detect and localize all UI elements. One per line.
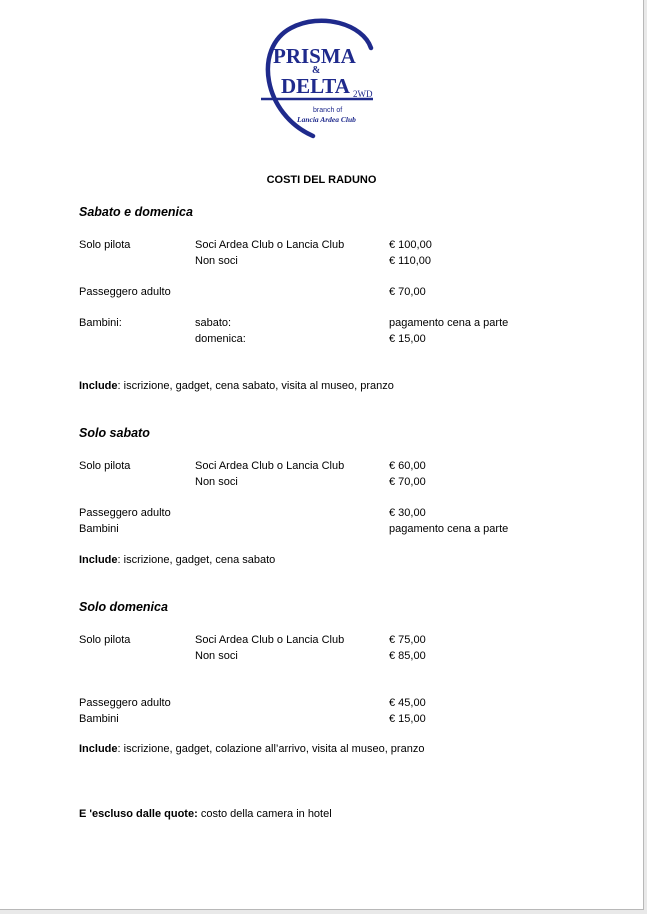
price-passeggero: € 70,00 xyxy=(389,286,426,298)
price-bambini: pagamento cena a parte xyxy=(389,523,509,535)
label-bambini: Bambini xyxy=(79,523,119,535)
label-domenica: domenica: xyxy=(195,333,246,345)
label-passeggero: Passeggero adulto xyxy=(79,286,171,298)
label-sabato: sabato: xyxy=(195,317,232,329)
include-line xyxy=(79,554,275,566)
include-text: : iscrizione, gadget, colazione all’arrivo, visita al museo, pranzo xyxy=(117,743,425,755)
include-label: Include xyxy=(79,380,118,392)
logo-amp: & xyxy=(312,65,321,76)
escluso-line xyxy=(79,808,332,820)
label-passeggero: Passeggero adulto xyxy=(79,697,171,709)
logo-branch: branch of xyxy=(313,107,343,114)
label-solo-pilota: Solo pilota xyxy=(79,239,131,251)
price-sabato: pagamento cena a parte xyxy=(389,317,509,329)
logo-suffix: 2WD xyxy=(353,89,373,99)
price-passeggero: € 45,00 xyxy=(389,697,426,709)
label-passeggero: Passeggero adulto xyxy=(79,507,171,519)
price-non-soci: € 110,00 xyxy=(389,255,432,267)
price-soci: € 60,00 xyxy=(389,460,426,472)
section-title-solo-domenica: Solo domenica xyxy=(79,600,168,614)
price-soci: € 75,00 xyxy=(389,634,426,646)
price-bambini: € 15,00 xyxy=(389,713,426,725)
section-title-sabato-domenica: Sabato e domenica xyxy=(79,205,193,219)
label-solo-pilota: Solo pilota xyxy=(79,460,131,472)
include-label: Include xyxy=(79,554,118,566)
escluso-text: costo della camera in hotel xyxy=(197,808,332,820)
include-text: : iscrizione, gadget, cena sabato, visita al museo, pranzo xyxy=(117,380,394,392)
label-soci: Soci Ardea Club o Lancia Club xyxy=(195,634,345,646)
label-bambini: Bambini xyxy=(79,713,119,725)
price-passeggero: € 30,00 xyxy=(389,507,426,519)
page-title: COSTI DEL RADUNO xyxy=(266,174,377,186)
include-text: : iscrizione, gadget, cena sabato xyxy=(117,554,276,566)
price-domenica: € 15,00 xyxy=(389,333,426,345)
include-label: Include xyxy=(79,743,118,755)
prisma-delta-logo xyxy=(255,18,387,142)
label-bambini: Bambini: xyxy=(79,317,122,329)
escluso-label: E 'escluso dalle quote: xyxy=(79,808,198,820)
logo-line2: DELTA xyxy=(281,74,350,98)
label-non-soci: Non soci xyxy=(195,255,238,267)
price-non-soci: € 70,00 xyxy=(389,476,426,488)
label-solo-pilota: Solo pilota xyxy=(79,634,131,646)
price-soci: € 100,00 xyxy=(389,239,432,251)
label-soci: Soci Ardea Club o Lancia Club xyxy=(195,239,345,251)
price-non-soci: € 85,00 xyxy=(389,650,426,662)
section-title-solo-sabato: Solo sabato xyxy=(79,426,150,440)
include-line xyxy=(79,743,424,755)
label-soci: Soci Ardea Club o Lancia Club xyxy=(195,460,345,472)
logo-line1: PRISMA xyxy=(273,44,356,68)
logo-club: Lancia Ardea Club xyxy=(297,115,356,124)
label-non-soci: Non soci xyxy=(195,476,238,488)
include-line xyxy=(79,380,394,392)
label-non-soci: Non soci xyxy=(195,650,238,662)
